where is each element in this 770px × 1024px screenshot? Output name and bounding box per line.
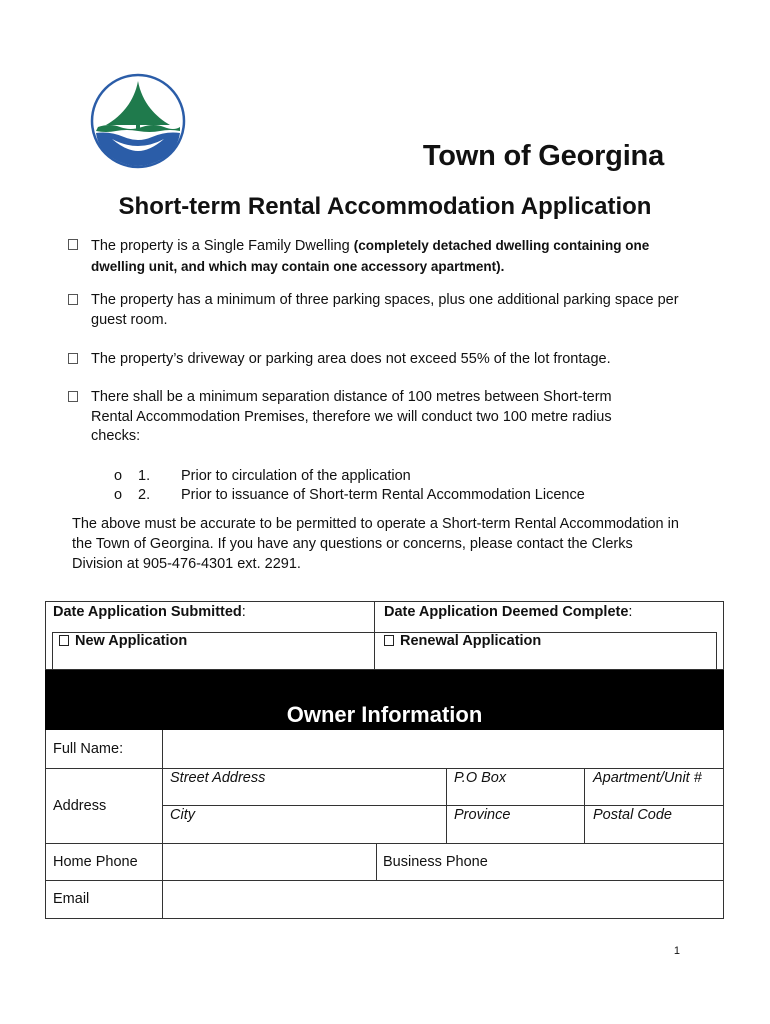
town-name: Town of Georgina xyxy=(422,140,664,172)
postal-code-field[interactable]: Postal Code xyxy=(593,807,672,823)
contact-note: The above must be accurate to be permitted to operate a Short-term Rental Accommodation in the Town of Georgina. If you have any questions or concerns, please contact the Clerks Division at 905-476-4301 ext. 2291. xyxy=(72,516,679,572)
city-field[interactable]: City xyxy=(170,807,195,823)
owner-information-header: Owner Information xyxy=(45,670,724,730)
requirement-item: The property has a minimum of three parking spaces, plus one additional parking space per guest room. xyxy=(68,291,688,330)
province-field[interactable]: Province xyxy=(454,807,511,823)
home-phone-field[interactable] xyxy=(163,844,375,880)
requirement-checkbox[interactable] xyxy=(68,353,78,364)
date-complete-field[interactable]: Date Application Deemed Complete: xyxy=(384,604,633,620)
email-field[interactable] xyxy=(163,881,723,918)
date-submitted-field[interactable]: Date Application Submitted: xyxy=(53,604,246,620)
renewal-application-checkbox[interactable] xyxy=(384,635,394,646)
requirement-checkbox[interactable] xyxy=(68,391,78,402)
requirement-item: The property is a Single Family Dwelling (completely detached dwelling containing one dwelling unit, and which may contain one accessory apartment). xyxy=(68,236,688,277)
owner-information-table xyxy=(45,730,724,919)
renewal-application-option[interactable]: Renewal Application xyxy=(384,633,541,649)
apartment-unit-field[interactable]: Apartment/Unit # xyxy=(593,770,702,786)
po-box-field[interactable]: P.O Box xyxy=(454,770,507,786)
full-name-field[interactable] xyxy=(163,730,723,768)
business-phone-field[interactable]: Business Phone xyxy=(383,854,488,870)
home-phone-label: Home Phone xyxy=(53,854,138,870)
requirement-item: There shall be a minimum separation distance of 100 metres between Short-term Rental Accommodation Premises, therefore we will conduct two 100 metre radius checks: xyxy=(68,388,653,447)
email-label: Email xyxy=(53,891,90,907)
new-application-checkbox[interactable] xyxy=(59,635,69,646)
new-application-option[interactable]: New Application xyxy=(59,633,187,649)
address-label: Address xyxy=(53,798,107,814)
full-name-label: Full Name: xyxy=(53,741,124,757)
requirement-item: The property’s driveway or parking area does not exceed 55% of the lot frontage. xyxy=(68,350,688,370)
page-number: 1 xyxy=(673,945,680,957)
street-address-field[interactable]: Street Address xyxy=(170,770,266,786)
requirement-checkbox[interactable] xyxy=(68,239,78,250)
requirement-checkbox[interactable] xyxy=(68,294,78,305)
form-title: Short-term Rental Accommodation Application xyxy=(118,193,652,220)
application-dates-table xyxy=(45,601,724,670)
